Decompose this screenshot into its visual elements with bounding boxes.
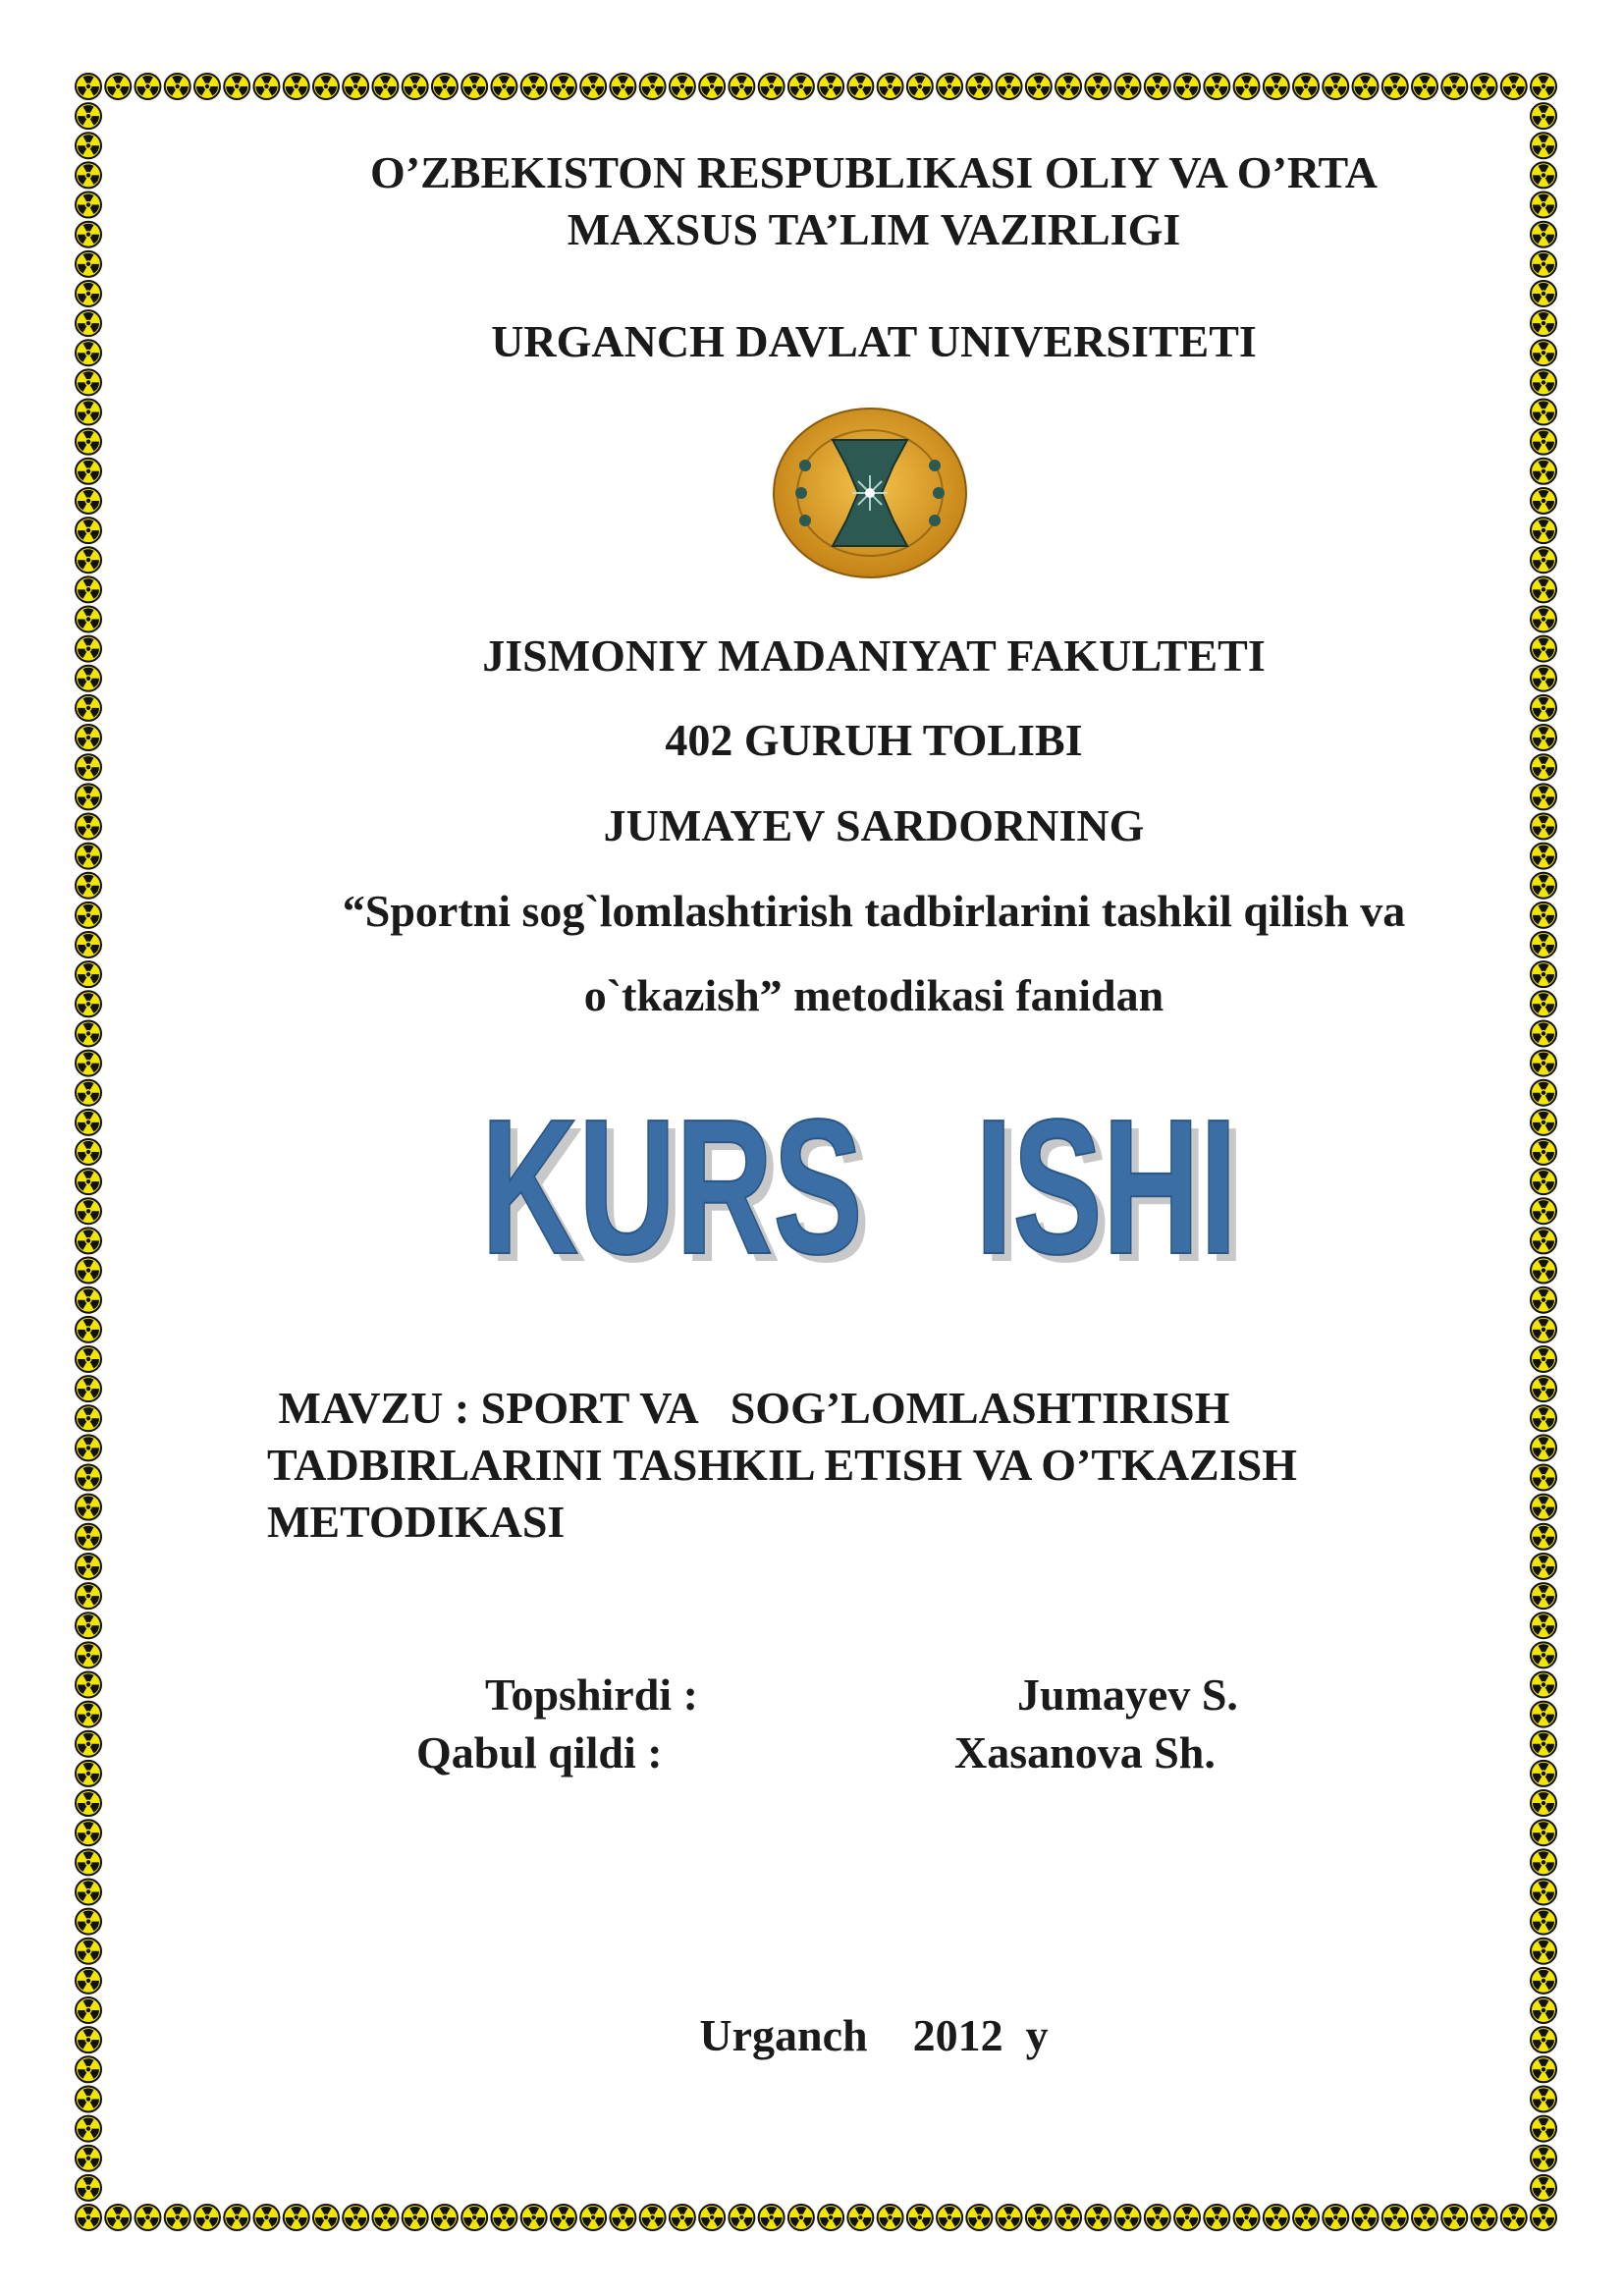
radiation-symbol-icon xyxy=(847,74,873,99)
radiation-symbol-icon xyxy=(1531,133,1556,158)
radiation-symbol-icon xyxy=(1531,2027,1556,2052)
faculty-name: JISMONIY MADANIYAT FAKULTETI xyxy=(482,630,1266,681)
radiation-symbol-icon xyxy=(1531,636,1556,662)
radiation-symbol-icon xyxy=(313,2205,339,2230)
radiation-symbol-icon xyxy=(818,74,843,99)
radiation-symbol-icon xyxy=(1531,162,1556,188)
radiation-symbol-icon xyxy=(76,1939,101,1964)
radiation-symbol-icon xyxy=(1531,1495,1556,1520)
radiation-symbol-icon xyxy=(76,695,101,721)
radiation-symbol-icon xyxy=(1382,74,1408,99)
radiation-symbol-icon xyxy=(76,1879,101,1904)
radiation-symbol-icon xyxy=(1501,2205,1527,2230)
radiation-symbol-icon xyxy=(76,429,101,455)
radiation-symbol-icon xyxy=(76,1968,101,1994)
radiation-symbol-icon xyxy=(76,1465,101,1491)
radiation-symbol-icon xyxy=(1531,1554,1556,1579)
radiation-symbol-icon xyxy=(1323,74,1348,99)
radiation-symbol-icon xyxy=(1531,1939,1556,1964)
radiation-symbol-icon xyxy=(1472,74,1497,99)
radiation-symbol-icon xyxy=(1293,2205,1319,2230)
city-year: Urganch 2012 y xyxy=(699,2010,1049,2060)
radiation-symbol-icon xyxy=(105,2205,131,2230)
radiation-symbol-icon xyxy=(759,74,785,99)
radiation-symbol-icon xyxy=(1085,74,1110,99)
radiation-symbol-icon xyxy=(997,74,1022,99)
radiation-symbol-icon xyxy=(1441,2205,1467,2230)
radiation-symbol-icon xyxy=(1531,1080,1556,1106)
radiation-symbol-icon xyxy=(1531,2146,1556,2171)
topic-line-1: MAVZU : SPORT VA SOG’LOMLASHTIRISH xyxy=(267,1383,1230,1433)
radiation-symbol-icon xyxy=(1174,74,1200,99)
student-group: 402 GURUH TOLIBI xyxy=(665,715,1083,765)
radiation-symbol-icon xyxy=(432,74,458,99)
radiation-symbol-icon xyxy=(1353,74,1379,99)
radiation-symbol-icon xyxy=(1531,1376,1556,1401)
accepted-label: Qabul qildi : xyxy=(416,1727,663,1777)
radiation-symbol-icon xyxy=(224,74,249,99)
radiation-symbol-icon xyxy=(729,2205,754,2230)
radiation-symbol-icon xyxy=(937,74,962,99)
radiation-symbol-icon xyxy=(1531,1346,1556,1372)
radiation-symbol-icon xyxy=(1531,1672,1556,1698)
radiation-symbol-icon xyxy=(610,74,635,99)
radiation-symbol-icon xyxy=(1382,2205,1408,2230)
radiation-symbol-icon xyxy=(1531,518,1556,543)
radiation-symbol-icon xyxy=(1531,1790,1556,1816)
radiation-symbol-icon xyxy=(1531,695,1556,721)
radiation-symbol-icon xyxy=(403,74,428,99)
radiation-symbol-icon xyxy=(788,74,814,99)
radiation-symbol-icon xyxy=(76,1051,101,1076)
radiation-symbol-icon xyxy=(76,133,101,158)
kurs-ishi-title xyxy=(461,1090,1286,1286)
radiation-symbol-icon xyxy=(76,754,101,780)
radiation-symbol-icon xyxy=(1174,2205,1200,2230)
radiation-symbol-icon xyxy=(105,74,131,99)
radiation-symbol-icon xyxy=(76,1820,101,1845)
radiation-symbol-icon xyxy=(907,2205,933,2230)
radiation-symbol-icon xyxy=(76,1228,101,1253)
radiation-symbol-icon xyxy=(76,902,101,928)
radiation-symbol-icon xyxy=(343,74,368,99)
radiation-symbol-icon xyxy=(610,2205,635,2230)
radiation-symbol-icon xyxy=(640,74,666,99)
radiation-symbol-icon xyxy=(1531,459,1556,484)
radiation-symbol-icon xyxy=(1204,2205,1229,2230)
radiation-symbol-icon xyxy=(76,222,101,247)
radiation-symbol-icon xyxy=(491,2205,516,2230)
radiation-symbol-icon xyxy=(165,2205,190,2230)
radiation-symbol-icon xyxy=(461,74,487,99)
radiation-symbol-icon xyxy=(1412,2205,1437,2230)
radiation-symbol-icon xyxy=(1531,2056,1556,2082)
radiation-symbol-icon xyxy=(1531,1997,1556,2023)
radiation-symbol-icon xyxy=(76,1435,101,1460)
ministry-line-1: O’ZBEKISTON RESPUBLIKASI OLIY VA O’RTA xyxy=(369,147,1378,197)
radiation-symbol-icon xyxy=(76,666,101,691)
radiation-symbol-icon xyxy=(1531,1258,1556,1284)
radiation-symbol-icon xyxy=(76,1376,101,1401)
radiation-symbol-icon xyxy=(1531,666,1556,691)
radiation-symbol-icon xyxy=(699,2205,725,2230)
radiation-symbol-icon xyxy=(76,1583,101,1609)
radiation-symbol-icon xyxy=(1531,784,1556,809)
radiation-symbol-icon xyxy=(1531,991,1556,1016)
radiation-symbol-icon xyxy=(1234,2205,1260,2230)
radiation-symbol-icon xyxy=(253,2205,279,2230)
radiation-symbol-icon xyxy=(1531,1198,1556,1224)
radiation-symbol-icon xyxy=(1531,281,1556,306)
radiation-symbol-icon xyxy=(76,1613,101,1638)
radiation-symbol-icon xyxy=(76,1020,101,1046)
radiation-symbol-icon xyxy=(491,74,516,99)
radiation-symbol-icon xyxy=(1531,1317,1556,1342)
student-name: JUMAYEV SARDORNING xyxy=(603,800,1145,850)
radiation-symbol-icon xyxy=(997,2205,1022,2230)
radiation-symbol-icon xyxy=(699,74,725,99)
radiation-symbol-icon xyxy=(76,1287,101,1313)
radiation-symbol-icon xyxy=(1472,2205,1497,2230)
radiation-symbol-icon xyxy=(76,1495,101,1520)
radiation-symbol-icon xyxy=(1145,2205,1170,2230)
kurs-ishi-title-text: KURS ISHI xyxy=(481,1090,1237,1286)
university-emblem-icon xyxy=(772,407,968,579)
radiation-symbol-icon xyxy=(1264,74,1289,99)
radiation-symbol-icon xyxy=(1531,74,1556,99)
radiation-symbol-icon xyxy=(76,1110,101,1135)
kurs-ishi-title-shadow: KURS ISHI xyxy=(489,1090,1245,1286)
radiation-symbol-icon xyxy=(1531,725,1556,750)
radiation-symbol-icon xyxy=(1531,1435,1556,1460)
radiation-symbol-icon xyxy=(1531,961,1556,987)
radiation-symbol-icon xyxy=(1056,74,1081,99)
radiation-symbol-icon xyxy=(1531,1020,1556,1046)
radiation-symbol-icon xyxy=(1531,547,1556,573)
radiation-symbol-icon xyxy=(76,1731,101,1757)
radiation-symbol-icon xyxy=(76,518,101,543)
radiation-symbol-icon xyxy=(1531,1731,1556,1757)
radiation-symbol-icon xyxy=(966,74,992,99)
radiation-symbol-icon xyxy=(76,813,101,839)
radiation-symbol-icon xyxy=(1531,340,1556,365)
radiation-symbol-icon xyxy=(1531,754,1556,780)
radiation-symbol-icon xyxy=(76,576,101,602)
radiation-symbol-icon xyxy=(76,1849,101,1875)
radiation-symbol-icon xyxy=(1531,1169,1556,1194)
radiation-symbol-icon xyxy=(1501,74,1527,99)
radiation-symbol-icon xyxy=(1531,1583,1556,1609)
radiation-symbol-icon xyxy=(76,1524,101,1550)
radiation-symbol-icon xyxy=(76,1317,101,1342)
radiation-symbol-icon xyxy=(194,74,220,99)
topic-block xyxy=(267,1380,1504,1551)
radiation-symbol-icon xyxy=(1531,429,1556,455)
radiation-symbol-icon xyxy=(403,2205,428,2230)
radiation-symbol-icon xyxy=(343,2205,368,2230)
radiation-symbol-icon xyxy=(1531,103,1556,129)
radiation-symbol-icon xyxy=(818,2205,843,2230)
radiation-symbol-icon xyxy=(1531,902,1556,928)
radiation-symbol-icon xyxy=(76,1790,101,1816)
radiation-symbol-icon xyxy=(1531,844,1556,869)
topic-line-2: TADBIRLARINI TASHKIL ETISH VA O’TKAZISH xyxy=(267,1440,1297,1490)
radiation-symbol-icon xyxy=(135,74,160,99)
radiation-symbol-icon xyxy=(878,2205,903,2230)
radiation-symbol-icon xyxy=(1531,1642,1556,1667)
radiation-symbol-icon xyxy=(253,74,279,99)
subject-line-1: “Sportni sog`lomlashtirish tadbirlarini tashkil qilish va xyxy=(342,886,1406,936)
radiation-symbol-icon xyxy=(76,607,101,632)
radiation-symbol-icon xyxy=(1531,310,1556,336)
radiation-symbol-icon xyxy=(76,844,101,869)
radiation-symbol-icon xyxy=(1531,1110,1556,1135)
radiation-symbol-icon xyxy=(76,636,101,662)
radiation-symbol-icon xyxy=(729,74,754,99)
radiation-symbol-icon xyxy=(76,961,101,987)
radiation-symbol-icon xyxy=(966,2205,992,2230)
radiation-symbol-icon xyxy=(76,1909,101,1935)
radiation-symbol-icon xyxy=(432,2205,458,2230)
radiation-symbol-icon xyxy=(372,74,398,99)
radiation-symbol-icon xyxy=(1412,74,1437,99)
radiation-symbol-icon xyxy=(76,1198,101,1224)
radiation-symbol-icon xyxy=(76,784,101,809)
radiation-symbol-icon xyxy=(76,1554,101,1579)
radiation-symbol-icon xyxy=(1531,1524,1556,1550)
radiation-symbol-icon xyxy=(1531,400,1556,425)
radiation-symbol-icon xyxy=(76,991,101,1016)
radiation-symbol-icon xyxy=(1531,2205,1556,2230)
radiation-symbol-icon xyxy=(670,74,695,99)
radiation-symbol-icon xyxy=(1115,74,1141,99)
radiation-symbol-icon xyxy=(640,2205,666,2230)
radiation-symbol-icon xyxy=(1531,813,1556,839)
radiation-symbol-icon xyxy=(1531,1849,1556,1875)
radiation-symbol-icon xyxy=(76,1169,101,1194)
radiation-symbol-icon xyxy=(1531,1287,1556,1313)
radiation-symbol-icon xyxy=(76,74,101,99)
radiation-symbol-icon xyxy=(907,74,933,99)
radiation-symbol-icon xyxy=(1531,932,1556,957)
ministry-line-2: MAXSUS TA’LIM VAZIRLIGI xyxy=(567,204,1181,254)
radiation-symbol-icon xyxy=(1234,74,1260,99)
radiation-symbol-icon xyxy=(76,1642,101,1667)
radiation-symbol-icon xyxy=(313,74,339,99)
radiation-symbol-icon xyxy=(461,2205,487,2230)
radiation-symbol-icon xyxy=(1353,2205,1379,2230)
radiation-symbol-icon xyxy=(1531,488,1556,514)
radiation-symbol-icon xyxy=(165,74,190,99)
radiation-symbol-icon xyxy=(76,2086,101,2111)
radiation-symbol-icon xyxy=(76,488,101,514)
radiation-symbol-icon xyxy=(878,74,903,99)
radiation-symbol-icon xyxy=(1531,873,1556,899)
radiation-symbol-icon xyxy=(521,74,547,99)
radiation-symbol-icon xyxy=(1531,1909,1556,1935)
radiation-symbol-icon xyxy=(1531,1465,1556,1491)
radiation-symbol-icon xyxy=(76,725,101,750)
radiation-symbol-icon xyxy=(1531,222,1556,247)
radiation-symbol-icon xyxy=(1145,74,1170,99)
radiation-symbol-icon xyxy=(1531,1228,1556,1253)
radiation-symbol-icon xyxy=(1531,251,1556,277)
radiation-symbol-icon xyxy=(76,369,101,395)
radiation-symbol-icon xyxy=(1531,1968,1556,1994)
radiation-symbol-icon xyxy=(76,1346,101,1372)
radiation-symbol-icon xyxy=(1531,1405,1556,1431)
radiation-symbol-icon xyxy=(76,340,101,365)
radiation-symbol-icon xyxy=(1531,369,1556,395)
topic-line-3: METODIKASI xyxy=(267,1497,566,1547)
radiation-symbol-icon xyxy=(847,2205,873,2230)
accepted-name: Xasanova Sh. xyxy=(954,1727,1216,1777)
radiation-symbol-icon xyxy=(1293,74,1319,99)
radiation-symbol-icon xyxy=(1026,2205,1052,2230)
radiation-symbol-icon xyxy=(551,74,576,99)
radiation-symbol-icon xyxy=(76,1405,101,1431)
radiation-symbol-icon xyxy=(76,2175,101,2201)
radiation-symbol-icon xyxy=(580,2205,606,2230)
radiation-symbol-icon xyxy=(76,192,101,218)
radiation-symbol-icon xyxy=(1531,1613,1556,1638)
radiation-symbol-icon xyxy=(76,162,101,188)
radiation-symbol-icon xyxy=(1531,1051,1556,1076)
radiation-symbol-icon xyxy=(284,74,309,99)
radiation-symbol-icon xyxy=(1531,1820,1556,1845)
radiation-symbol-icon xyxy=(76,400,101,425)
radiation-symbol-icon xyxy=(76,932,101,957)
radiation-symbol-icon xyxy=(1115,2205,1141,2230)
radiation-symbol-icon xyxy=(76,547,101,573)
radiation-symbol-icon xyxy=(76,1702,101,1727)
radiation-symbol-icon xyxy=(1531,1139,1556,1165)
radiation-symbol-icon xyxy=(1531,192,1556,218)
radiation-symbol-icon xyxy=(1056,2205,1081,2230)
radiation-symbol-icon xyxy=(76,2027,101,2052)
radiation-symbol-icon xyxy=(670,2205,695,2230)
radiation-symbol-icon xyxy=(1441,74,1467,99)
radiation-symbol-icon xyxy=(1085,2205,1110,2230)
radiation-symbol-icon xyxy=(76,1139,101,1165)
radiation-symbol-icon xyxy=(1264,2205,1289,2230)
radiation-symbol-icon xyxy=(1531,2175,1556,2201)
radiation-symbol-icon xyxy=(1531,607,1556,632)
radiation-symbol-icon xyxy=(76,2116,101,2142)
radiation-symbol-icon xyxy=(1026,74,1052,99)
radiation-symbol-icon xyxy=(76,1761,101,1786)
radiation-symbol-icon xyxy=(76,873,101,899)
submitted-name: Jumayev S. xyxy=(1017,1669,1238,1720)
radiation-symbol-icon xyxy=(1323,2205,1348,2230)
radiation-symbol-icon xyxy=(76,1258,101,1284)
radiation-symbol-icon xyxy=(1531,576,1556,602)
radiation-symbol-icon xyxy=(372,2205,398,2230)
radiation-symbol-icon xyxy=(76,1080,101,1106)
radiation-symbol-icon xyxy=(76,2146,101,2171)
radiation-symbol-icon xyxy=(788,2205,814,2230)
radiation-symbol-icon xyxy=(1531,1761,1556,1786)
radiation-symbol-icon xyxy=(135,2205,160,2230)
radiation-symbol-icon xyxy=(759,2205,785,2230)
radiation-symbol-icon xyxy=(224,2205,249,2230)
radiation-symbol-icon xyxy=(937,2205,962,2230)
radiation-symbol-icon xyxy=(551,2205,576,2230)
radiation-symbol-icon xyxy=(76,1997,101,2023)
radiation-symbol-icon xyxy=(76,459,101,484)
radiation-symbol-icon xyxy=(521,2205,547,2230)
radiation-symbol-icon xyxy=(76,251,101,277)
university-name: URGANCH DAVLAT UNIVERSITETI xyxy=(491,316,1257,366)
radiation-symbol-icon xyxy=(1531,1702,1556,1727)
radiation-symbol-icon xyxy=(284,2205,309,2230)
radiation-symbol-icon xyxy=(76,281,101,306)
radiation-symbol-icon xyxy=(1531,1879,1556,1904)
radiation-symbol-icon xyxy=(1531,2116,1556,2142)
submitted-label: Topshirdi : xyxy=(485,1669,698,1720)
radiation-symbol-icon xyxy=(194,2205,220,2230)
radiation-symbol-icon xyxy=(76,103,101,129)
radiation-symbol-icon xyxy=(1531,2086,1556,2111)
radiation-symbol-icon xyxy=(580,74,606,99)
radiation-symbol-icon xyxy=(76,310,101,336)
subject-line-2: o`tkazish” metodikasi fanidan xyxy=(583,970,1164,1020)
radiation-symbol-icon xyxy=(76,2056,101,2082)
radiation-symbol-icon xyxy=(1204,74,1229,99)
radiation-symbol-icon xyxy=(76,2205,101,2230)
radiation-symbol-icon xyxy=(76,1672,101,1698)
